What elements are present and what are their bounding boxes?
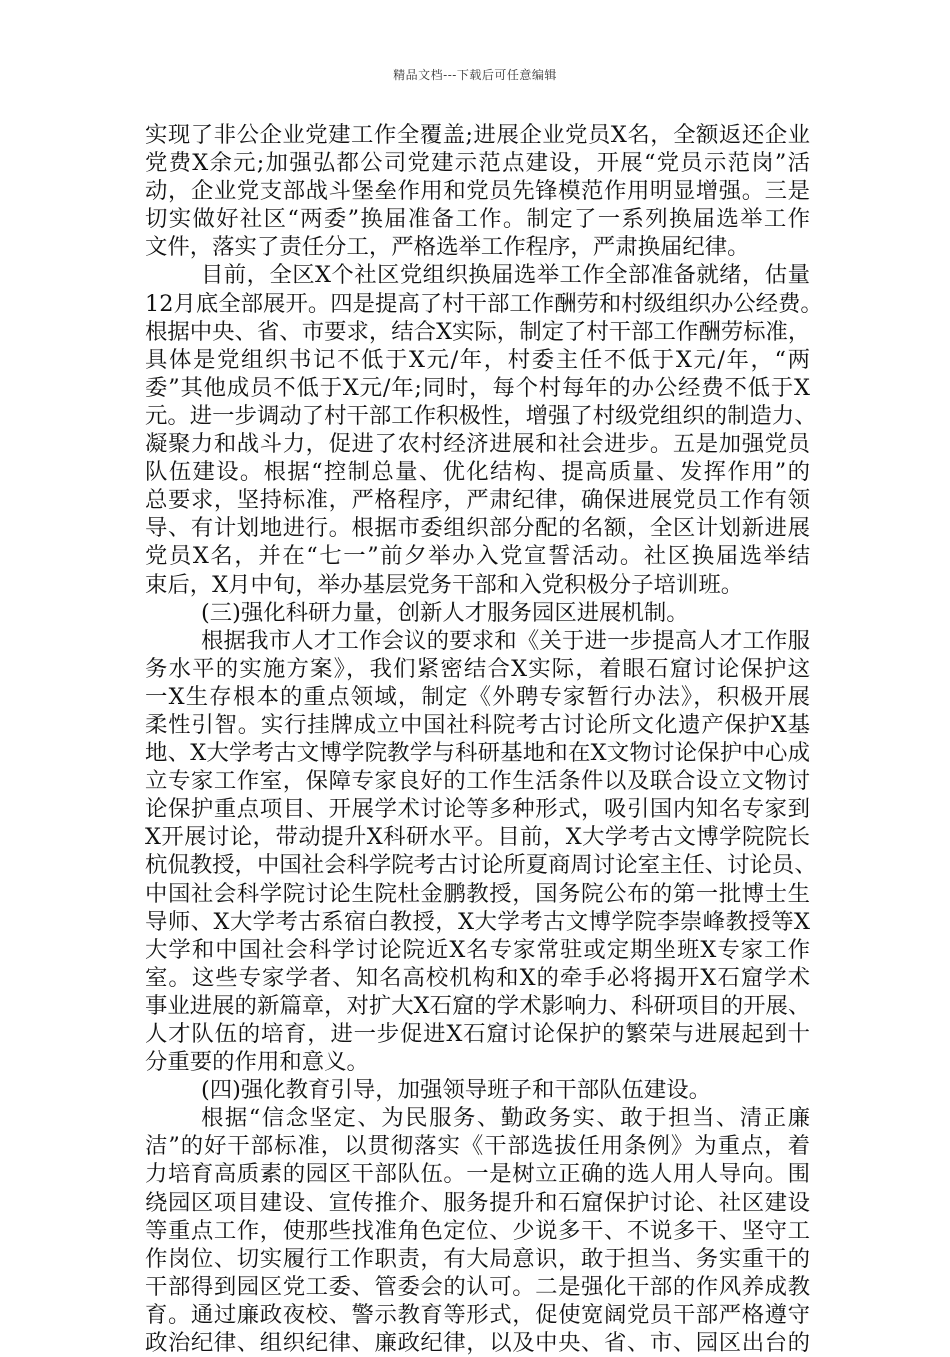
text-line: 立专家工作室，保障专家良好的工作生活条件以及联合设立文物讨 xyxy=(145,768,810,795)
text-line: 凝聚力和战斗力，促进了农村经济进展和社会进步。五是加强党员 xyxy=(145,431,810,458)
text-line: (三)强化科研力量，创新人才服务园区进展机制。 xyxy=(201,599,689,626)
text-line: 论保护重点项目、开展学术讨论等多种形式，吸引国内知名专家到 xyxy=(145,796,810,823)
text-line: 育。通过廉政夜校、警示教育等形式，促使宽阔党员干部严格遵守 xyxy=(145,1301,810,1328)
text-line: 目前，全区X个社区党组织换届选举工作全部准备就绪，估量 xyxy=(201,262,810,289)
text-line: 分重要的作用和意义。 xyxy=(145,1049,369,1076)
text-line: 作岗位、切实履行工作职责，有大局意识，敢于担当、务实重干的 xyxy=(145,1245,810,1272)
text-line: 一X生存根本的重点领域，制定《外聘专家暂行办法》，积极开展 xyxy=(145,683,810,710)
text-line: 束后，X月中旬，举办基层党务干部和入党积极分子培训班。 xyxy=(145,571,744,598)
text-line: 等重点工作，使那些找准角色定位、少说多干、不说多干、坚守工 xyxy=(145,1217,810,1244)
text-line: X开展讨论，带动提升X科研水平。目前，X大学考古文博学院院长 xyxy=(145,824,810,851)
text-line: 绕园区项目建设、宣传推介、服务提升和石窟保护讨论、社区建设 xyxy=(145,1189,810,1216)
text-line: 元。进一步调动了村干部工作积极性，增强了村级党组织的制造力、 xyxy=(145,402,817,429)
text-line: 人才队伍的培育，进一步促进X石窟讨论保护的繁荣与进展起到十 xyxy=(145,1021,810,1047)
text-line: 总要求，坚持标准，严格程序，严肃纪律，确保进展党员工作有领 xyxy=(145,487,810,514)
text-line: 队伍建设。根据“控制总量、优化结构、提高质量、发挥作用”的 xyxy=(145,459,810,486)
text-line: 党员X名，并在“七一”前夕举办入党宣誓活动。社区换届选举结 xyxy=(145,543,810,570)
text-line: 根据中央、省、市要求，结合X实际，制定了村干部工作酬劳标准， xyxy=(145,318,811,345)
text-line: 12月底全部展开。四是提高了村干部工作酬劳和村级组织办公经费。 xyxy=(145,290,823,317)
text-line: 大学和中国社会科学讨论院近X名专家常驻或定期坐班X专家工作 xyxy=(145,936,810,963)
text-line: 地、X大学考古文博学院教学与科研基地和在X文物讨论保护中心成 xyxy=(145,740,810,767)
text-line: 力培育高质素的园区干部队伍。一是树立正确的选人用人导向。围 xyxy=(145,1161,810,1188)
text-line: 室。这些专家学者、知名高校机构和X的牵手必将揭开X石窟学术 xyxy=(145,964,810,991)
text-line: 委”其他成员不低于X元/年;同时，每个村每年的办公经费不低于X xyxy=(145,374,810,401)
text-line: 洁”的好干部标准，以贯彻落实《干部选拔任用条例》为重点，着 xyxy=(145,1133,810,1160)
text-line: 具体是党组织书记不低于X元/年，村委主任不低于X元/年，“两 xyxy=(145,346,810,373)
text-line: 党费X余元;加强弘都公司党建示范点建设，开展“党员示范岗”活 xyxy=(145,150,810,177)
text-line: 动，企业党支部战斗堡垒作用和党员先锋模范作用明显增强。三是 xyxy=(145,178,810,205)
text-line: 中国社会科学院讨论生院杜金鹏教授，国务院公布的第一批博士生 xyxy=(145,880,810,907)
text-line: 事业进展的新篇章，对扩大X石窟的学术影响力、科研项目的开展、 xyxy=(145,992,811,1019)
text-line: 根据我市人才工作会议的要求和《关于进一步提高人才工作服 xyxy=(201,627,810,654)
text-line: (四)强化教育引导，加强领导班子和干部队伍建设。 xyxy=(201,1077,712,1104)
text-line: 务水平的实施方案》，我们紧密结合X实际，着眼石窟讨论保护这 xyxy=(145,655,810,682)
text-line: 导、有计划地进行。根据市委组织部分配的名额，全区计划新进展 xyxy=(145,515,810,542)
text-line: 导师、X大学考古系宿白教授，X大学考古文博学院李崇峰教授等X xyxy=(145,908,810,935)
text-line: 政治纪律、组织纪律、廉政纪律，以及中央、省、市、园区出台的 xyxy=(145,1330,810,1357)
text-line: 文件，落实了责任分工，严格选举工作程序，严肃换届纪律。 xyxy=(145,234,750,261)
page-header: 精品文档---下载后可任意编辑 xyxy=(393,68,557,82)
text-line: 杭侃教授，中国社会科学院考古讨论所夏商周讨论室主任、讨论员、 xyxy=(145,852,817,879)
text-line: 干部得到园区党工委、管委会的认可。二是强化干部的作风养成教 xyxy=(145,1273,810,1300)
text-line: 根据“信念坚定、为民服务、勤政务实、敢于担当、清正廉 xyxy=(201,1105,810,1132)
text-line: 实现了非公企业党建工作全覆盖;进展企业党员X名，全额返还企业 xyxy=(145,122,810,148)
document-body xyxy=(145,121,823,1357)
text-line: 切实做好社区“两委”换届准备工作。制定了一系列换届选举工作 xyxy=(145,206,810,233)
text-line: 柔性引智。实行挂牌成立中国社科院考古讨论所文化遗产保护X基 xyxy=(145,711,810,738)
